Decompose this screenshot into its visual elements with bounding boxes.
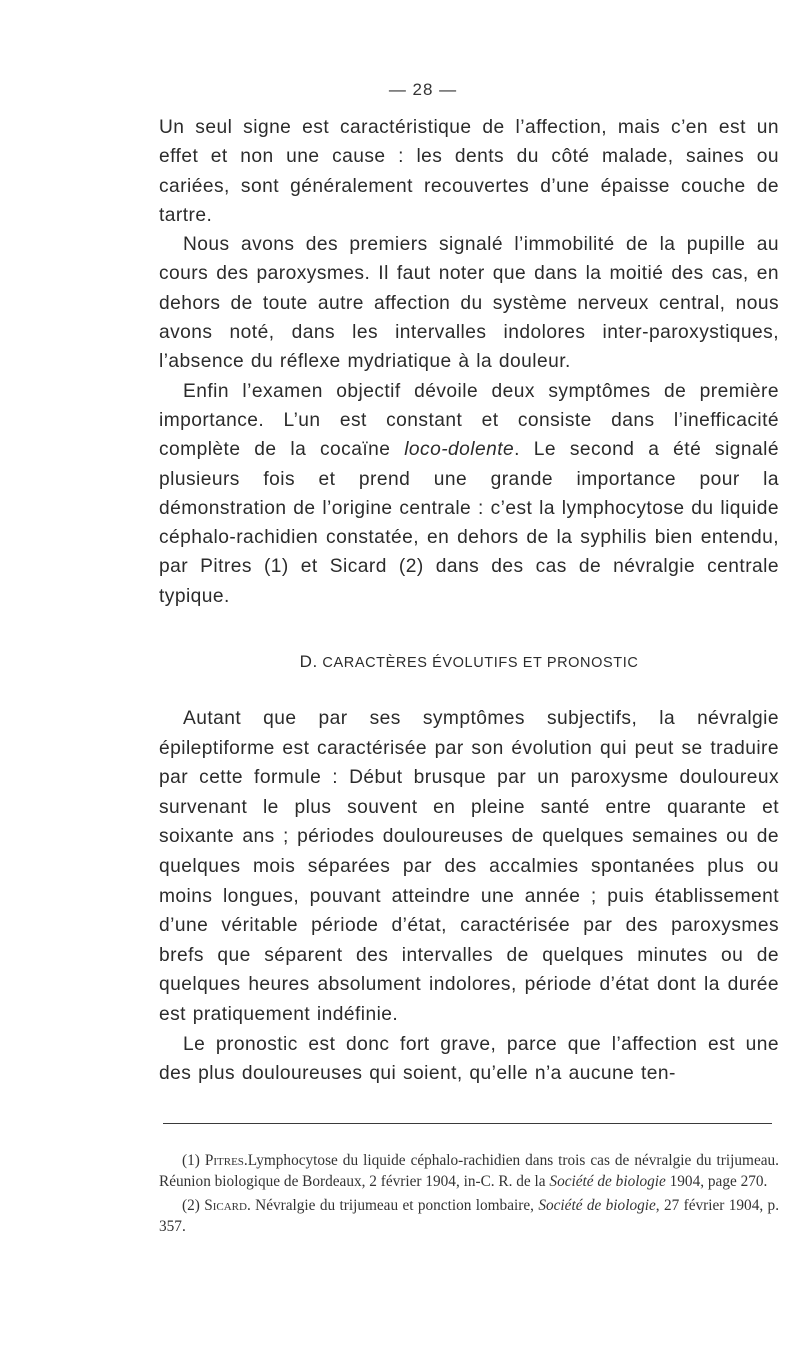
footnote-author: Pitres. [204,1152,248,1169]
paragraph: Un seul signe est caractéristique de l’affection, mais c’en est un effet et non une cause : les dents du côté malade, saines ou cariées, sont généralement recouvertes d’une épaisse couche de tartre. [159,117,779,226]
paragraph: Le pronostic est donc fort grave, parce que l’affection est une des plus douloureuses qui soient, qu’elle n’a aucune ten- [159,1033,779,1085]
footnote-divider [163,1123,772,1124]
section-title: CARACTÈRES ÉVOLUTIFS ET PRONOSTIC [322,655,639,671]
main-text-top [159,113,779,611]
section-letter: D. [299,652,318,671]
paragraph: Autant que par ses symptômes subjectifs, la névralgie épileptiforme est caractérisée par son évolution qui peut se traduire par cette formule : Début brusque par un paroxysme douloureux survenant le plus souvent en pleine santé entre quarante et soixante ans ; périodes douloureuses de quelques semaines ou de quelques mois séparées par des accalmies spontanées plus ou moins longues, pouvant atteindre une année ; puis établissement d’une véritable période d’état, caractérisée par des paroxysmes brefs que séparent des intervalles de quelques minutes ou de quelques heures absolument indolores, période d’état dont la durée est pratiquement indéfinie. [159,708,779,1025]
paragraph: Enfin l’examen objectif dévoile deux symptômes de première importance. L’un est constant et consiste dans l’inefficacité complète de la cocaïne loco-dolente. Le second a été signalé plusieurs fois et prend une grande importance pour la démonstration de l’origine centrale : c’est la lymphocytose du liquide céphalo-rachidien constatée, en dehors de la syphilis bien entendu, par Pitres (1) et Sicard (2) dans des cas de névralgie centrale typique. [159,380,779,607]
main-text-bottom [159,704,779,1089]
footnote-author: Sicard. [204,1197,251,1214]
section-heading [159,652,779,672]
page-number: — 28 — [388,80,458,99]
footnote: (2) Sicard. Névralgie du trijumeau et ponction lombaire, Société de biologie, 27 février 1904, p. 357. [159,1197,780,1235]
footnotes [159,1150,779,1240]
paragraph: Nous avons des premiers signalé l’immobilité de la pupille au cours des paroxysmes. Il faut noter que dans la moitié des cas, en dehors de toute autre affection du système nerveux central, nous avons noté, dans les intervalles indolores inter-paroxystiques, l’absence du réflexe mydriatique à la douleur. [159,234,779,373]
footnote: (1) Pitres.Lymphocytose du liquide céphalo-rachidien dans trois cas de névralgie du trijumeau. Réunion biologique de Bordeaux, 2 février 1904, in-C. R. de la Société de biologie 1904, page 270. [159,1152,779,1190]
italic-term: loco-dolente [404,439,515,461]
